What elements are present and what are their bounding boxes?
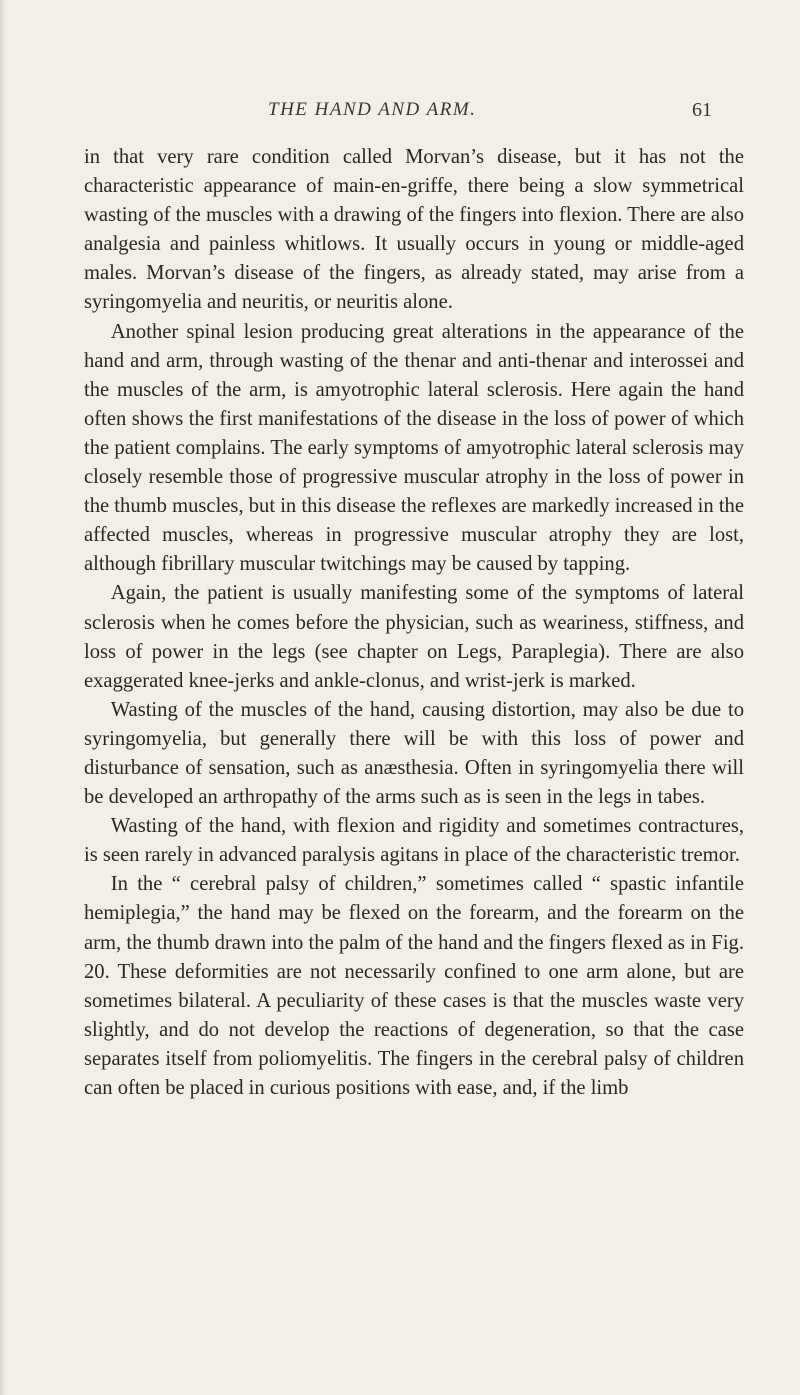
page-gutter-shadow bbox=[0, 0, 6, 1395]
paragraph-5: Wasting of the hand, with flexion and rigidity and sometimes contractures, is seen rarely in advanced paralysis agitans in place of the characteristic tremor. bbox=[84, 815, 744, 867]
paragraph-2: Another spinal lesion producing great alterations in the appearance of the hand and arm, through wasting of the thenar and anti-thenar and interossei and the muscles of the arm, is amyotrophic lateral sclerosis. Here again the hand often shows the first manifestations of the disease in the loss of power of which the patient complains. The early symptoms of amyotrophic lateral sclerosis may closely resemble those of progressive muscular atrophy in the loss of power in the thumb muscles, but in this disease the reflexes are markedly increased in the affected muscles, whereas in progressive muscular atrophy they are lost, although fibrillary muscular twitchings may be caused by tapping. bbox=[84, 320, 744, 576]
running-title: THE HAND AND ARM. bbox=[268, 99, 477, 120]
paragraph-1: in that very rare condition called Morvan’s disease, but it has not the characteristic appearance of main-en-griffe, there being a slow symmetrical wasting of the muscles with a drawing of the fingers into flexion. There are also analgesia and painless whitlows. It usually occurs in young or middle-aged males. Morvan’s disease of the fingers, as already stated, may arise from a syringomyelia and neuritis, or neuritis alone. bbox=[84, 146, 744, 314]
body-text bbox=[84, 143, 744, 1103]
paragraph-3: Again, the patient is usually manifesting some of the symptoms of lateral sclerosis when he comes before the physician, such as weariness, stiffness, and loss of power in the legs (see chapter on Legs, Paraplegia). There are also exaggerated knee-jerks and ankle-clonus, and wrist-jerk is marked. bbox=[84, 582, 744, 692]
paragraph-6: In the “ cerebral palsy of children,” sometimes called “ spastic infantile hemiplegia,” the hand may be flexed on the forearm, and the forearm on the arm, the thumb drawn into the palm of the hand and the fingers flexed as in Fig. 20. These deformities are not necessarily confined to one arm alone, but are sometimes bilateral. A peculiarity of these cases is that the muscles waste very slightly, and do not develop the reactions of degeneration, so that the case separates itself from poliomyelitis. The fingers in the cerebral palsy of children can often be placed in curious positions with ease, and, if the limb bbox=[84, 873, 744, 1099]
paragraph-4: Wasting of the muscles of the hand, causing distortion, may also be due to syringomyelia, but generally there will be with this loss of power and disturbance of sensation, such as anæsthesia. Often in syringomyelia there will be developed an arthropathy of the arms such as is seen in the legs in tabes. bbox=[84, 698, 744, 809]
page-header bbox=[0, 99, 800, 129]
page-number: 61 bbox=[692, 99, 712, 121]
